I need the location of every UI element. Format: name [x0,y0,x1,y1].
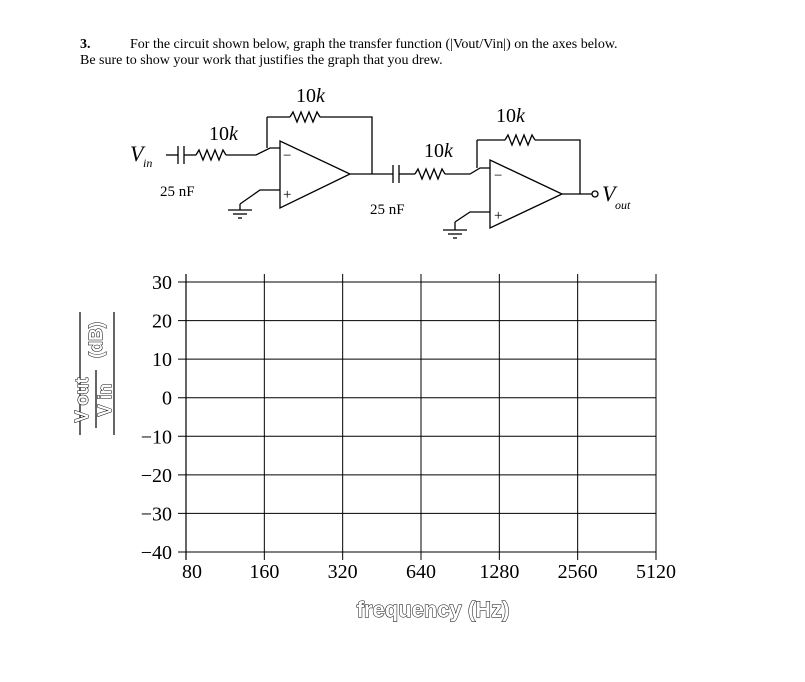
x-tick-label: 160 [249,561,280,583]
opamp1-minus-sign: − [283,148,292,164]
resistor-feedback2-zigzag [505,135,535,145]
y-tick-label: 10 [152,349,172,372]
resistor-feedback1-label: 10k [296,85,325,107]
x-tick-label: 640 [406,561,436,583]
y-label-unit: (dB) [86,322,106,358]
y-tick-label: −40 [140,542,172,564]
opamp1-plus-wire [240,190,280,204]
problem-number: 3. [80,37,91,52]
x-tick-label: 80 [182,561,202,583]
resistor-feedback2-label: 10k [496,105,525,127]
x-tick-label: 5120 [636,561,676,583]
vout-subscript: out [615,198,631,212]
y-tick-label: 20 [152,310,172,333]
opamp1-feedback-right-wire [320,117,372,174]
y-tick-label: 30 [152,272,172,294]
vin-label: V [130,141,144,166]
y-axis-label [72,312,115,435]
resistor1-zigzag [196,150,226,160]
capacitor1-label: 25 nF [160,184,195,200]
opamp2-plus-sign: + [494,208,503,224]
y-tick-label: 0 [162,387,172,410]
wire-r1-opamp1 [226,148,280,155]
problem-statement-line2: Be sure to show your work that justifies the graph that you drew. [80,53,443,68]
x-tick-label: 2560 [557,561,598,583]
y-tick-label: −30 [140,503,172,526]
x-axis-label: frequency (Hz) [356,597,510,622]
y-tick-label: −20 [140,464,172,487]
opamp1-plus-sign: + [283,187,292,203]
resistor2-zigzag [415,169,445,179]
opamp2-feedback-right-wire [535,140,580,194]
x-tick-labels [182,561,676,583]
opamp2-minus-sign: − [494,168,503,184]
x-tick-label: 320 [327,561,358,583]
y-tick-label: −10 [140,426,172,449]
vout-label: V [602,181,616,206]
resistor-feedback1-zigzag [290,112,320,122]
opamp2-plus-wire [455,212,490,222]
y-label-numerator: V out [72,377,92,423]
wire-r2-opamp2 [445,168,490,174]
resistor1-label: 10k [209,123,238,145]
bode-plot-axes[interactable] [178,274,656,560]
vout-terminal [592,191,598,197]
resistor2-label: 10k [424,140,453,162]
y-label-denominator: V in [95,383,115,417]
vin-subscript: in [143,156,153,170]
problem-statement-line1: For the circuit shown below, graph the transfer function (|Vout/Vin|) on the axes below. [130,37,618,52]
x-tick-label: 1280 [479,561,520,583]
capacitor2-label: 25 nF [370,202,405,218]
y-tick-labels [141,272,172,564]
